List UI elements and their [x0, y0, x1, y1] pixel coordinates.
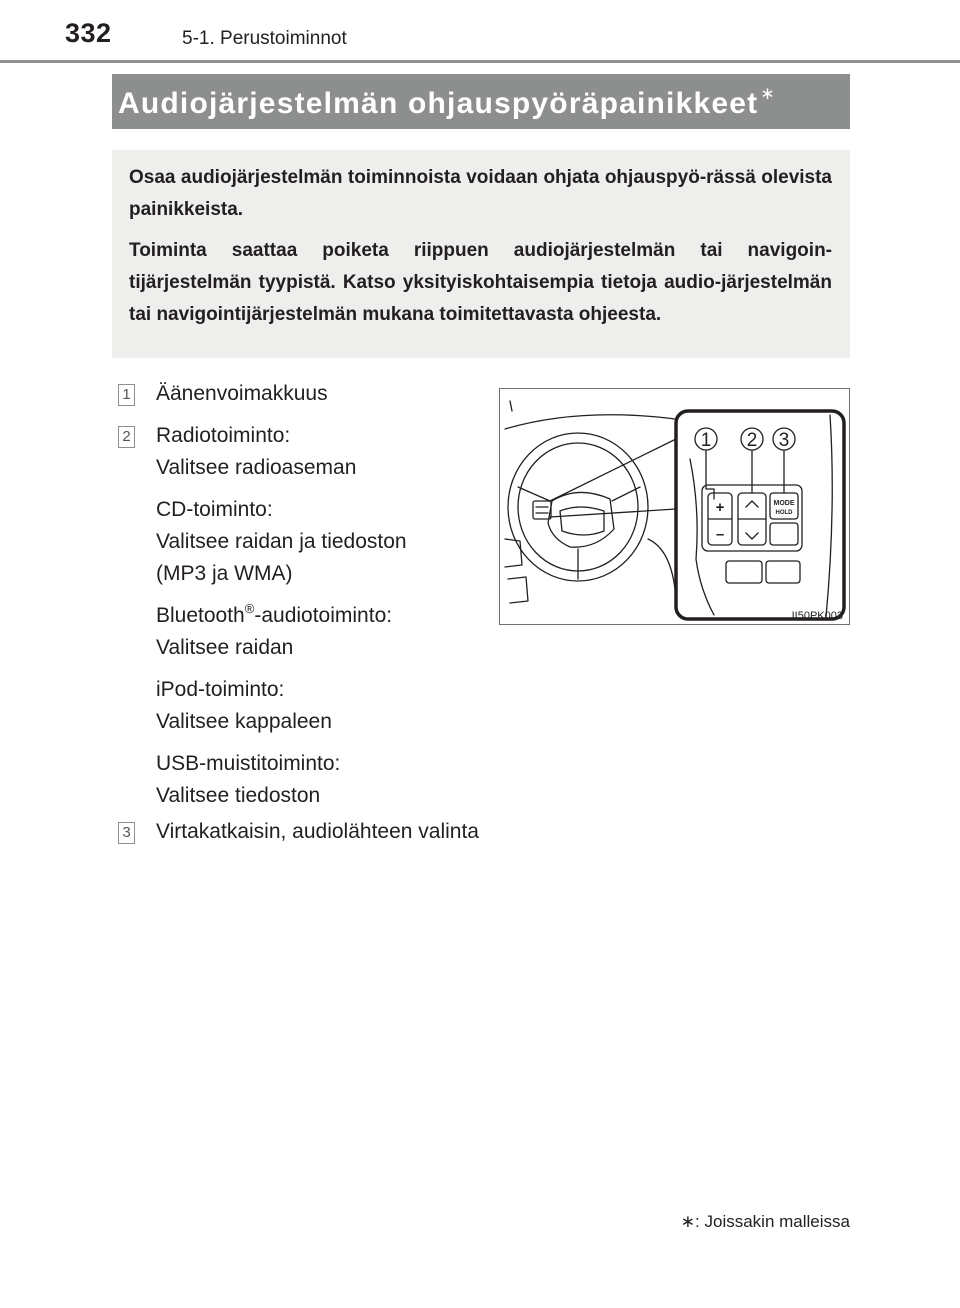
dashboard-outline — [505, 401, 675, 429]
steering-wheel-illustration — [499, 388, 850, 625]
usb-mode-block — [156, 748, 538, 812]
bluetooth-mode-title — [156, 600, 538, 632]
item-number-badge: 3 — [118, 822, 135, 844]
footnote-text: : Joissakin malleissa — [695, 1212, 850, 1231]
intro-paragraph-2: Toiminta saattaa poiketa riippuen audiojärjestelmän tai navigoin-tijärjestelmän tyypistä. Katso yksityiskohtaisempia tietoja audio-järjestelmän tai navigointijärjestelmän mukana toimitettavasta ohjeesta. — [129, 240, 832, 325]
callout-2-number: 2 — [746, 430, 758, 451]
steering-wheel-drawing — [500, 389, 849, 624]
cd-mode-title: CD-toiminto: — [156, 498, 273, 521]
intro-paragraph-1: Osaa audiojärjestelmän toiminnoista voidaan ohjata ohjauspyö-rässä olevista painikkeista. — [129, 167, 832, 220]
ipod-mode-title: iPod-toiminto: — [156, 678, 285, 701]
cd-mode-block — [156, 494, 538, 590]
callout-1-number: 1 — [700, 430, 712, 451]
usb-mode-title: USB-muistitoiminto: — [156, 752, 341, 775]
section-label: 5-1. Perustoiminnot — [182, 28, 347, 49]
volume-plus-glyph: + — [715, 499, 725, 516]
item-number-badge: 2 — [118, 426, 135, 448]
radio-mode-desc: Valitsee radioaseman — [156, 456, 357, 479]
title-bar — [112, 74, 850, 129]
wheel-switch-cluster — [533, 501, 551, 519]
zoom-leader-top — [550, 439, 676, 501]
ipod-mode-desc: Valitsee kappaleen — [156, 710, 332, 733]
bluetooth-word: Bluetooth — [156, 604, 245, 627]
page-number: 332 — [65, 18, 112, 48]
radio-mode-title: Radiotoiminto: — [156, 424, 291, 447]
cd-mode-desc-1: Valitsee raidan ja tiedoston — [156, 530, 407, 553]
volume-minus-glyph: – — [715, 526, 725, 543]
footnote — [681, 1212, 850, 1232]
page-title — [118, 84, 776, 121]
bluetooth-mode-desc: Valitsee raidan — [156, 636, 294, 659]
zoom-leader-bottom — [550, 509, 676, 517]
hold-label: HOLD — [775, 510, 793, 516]
figure-code: II50PK003 — [791, 610, 843, 622]
item-label: Äänenvoimakkuus — [156, 382, 328, 405]
item-number-badge: 1 — [118, 384, 135, 406]
column-shroud — [648, 539, 675, 589]
cd-mode-desc-2: (MP3 ja WMA) — [156, 562, 293, 585]
bluetooth-mode-block — [156, 600, 538, 664]
item-label: Virtakatkaisin, audiolähteen valinta — [156, 820, 479, 843]
intro-box — [112, 150, 850, 358]
header-rule — [0, 60, 960, 63]
footnote-asterisk: ∗ — [680, 1212, 696, 1231]
wheel-airbag — [560, 507, 604, 535]
usb-mode-desc: Valitsee tiedoston — [156, 784, 321, 807]
ipod-mode-block — [156, 674, 538, 738]
title-asterisk-mark: ∗ — [760, 84, 776, 103]
registered-mark: ® — [244, 601, 255, 616]
list-item-power-mode — [118, 816, 538, 848]
callout-3-number: 3 — [778, 430, 790, 451]
list-item-volume — [118, 378, 538, 410]
mode-label: MODE — [773, 500, 795, 507]
title-text: Audiojärjestelmän ohjauspyöräpainikkeet — [118, 87, 759, 120]
list-item-track-select — [118, 420, 538, 812]
item-list — [118, 378, 538, 848]
dashboard-vents — [505, 539, 528, 603]
bluetooth-title-rest: -audiotoiminto: — [254, 604, 393, 627]
